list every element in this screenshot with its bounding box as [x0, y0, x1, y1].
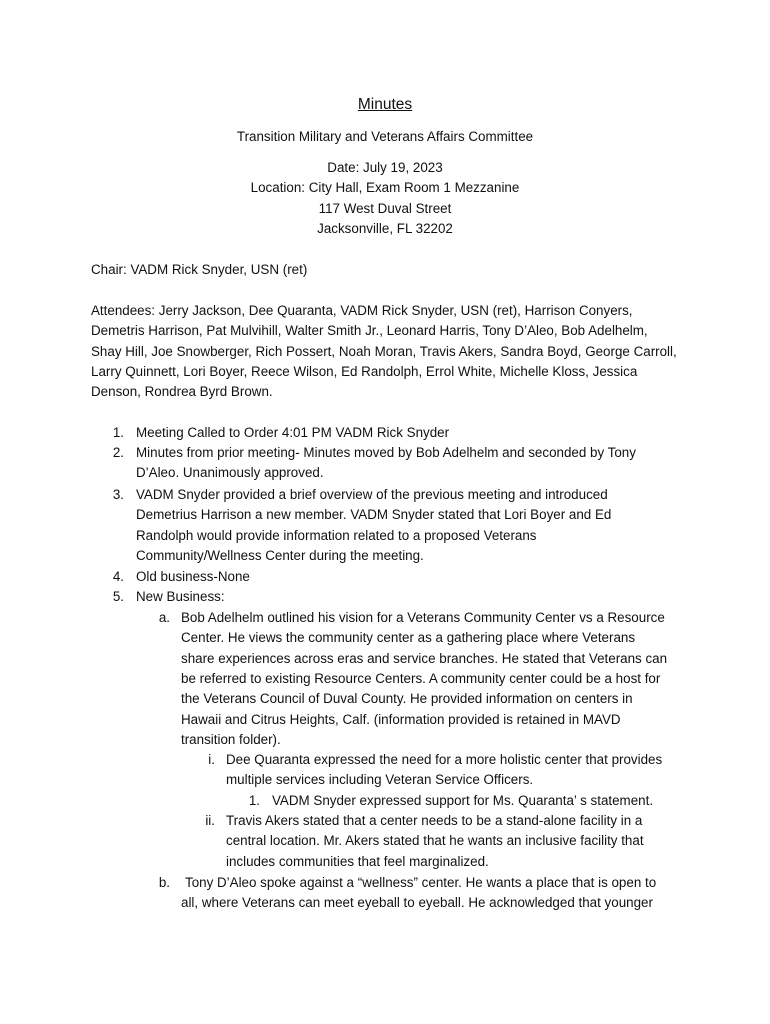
list-item-text: multiple services including Veteran Service Officers. — [226, 772, 534, 787]
committee-name: Transition Military and Veterans Affairs Committee — [236, 129, 534, 144]
list-item-text: Minutes from prior meeting- Minutes moved by Bob Adelhelm and seconded by Tony — [136, 445, 636, 460]
attendees-line: Denson, Rondrea Byrd Brown. — [91, 384, 273, 399]
list-marker: 3. — [112, 487, 124, 502]
chair-line: Chair: VADM Rick Snyder, USN (ret) — [91, 262, 308, 277]
list-marker: 4. — [112, 569, 124, 584]
meeting-date: Date: July 19, 2023 — [327, 160, 443, 175]
list-item-text: Dee Quaranta expressed the need for a more holistic center that provides — [226, 752, 663, 767]
list-item-text: Community/Wellness Center during the meeting. — [136, 548, 424, 563]
list-item-text: Old business-None — [136, 569, 250, 584]
list-marker: 2. — [112, 445, 124, 460]
list-item-text: Tony D’Aleo spoke against a “wellness” center. He wants a place that is open to — [185, 875, 657, 890]
attendees-line: Larry Quinnett, Lori Boyer, Reece Wilson, Ed Randolph, Errol White, Michelle Kloss, Jessica — [91, 364, 638, 379]
list-item-text: Demetrius Harrison a new member. VADM Snyder stated that Lori Boyer and Ed — [136, 507, 612, 522]
list-item-text: D’Aleo. Unanimously approved. — [136, 465, 324, 480]
list-marker: ii. — [205, 813, 215, 828]
list-item-text: Bob Adelhelm outlined his vision for a Veterans Community Center vs a Resource — [181, 610, 665, 625]
list-item-text: Meeting Called to Order 4:01 PM VADM Rick Snyder — [136, 425, 450, 440]
street-address: 117 West Duval Street — [318, 201, 452, 216]
list-item-text: transition folder). — [181, 732, 281, 747]
list-item-text: the Veterans Council of Duval County. He provided information on centers in — [181, 691, 633, 706]
list-item-text: Randolph would provide information related to a proposed Veterans — [136, 528, 537, 543]
list-marker: b. — [158, 875, 170, 890]
meeting-location: Location: City Hall, Exam Room 1 Mezzanine — [250, 180, 520, 195]
list-marker: 1. — [112, 425, 124, 440]
list-marker: 5. — [112, 589, 124, 604]
list-item-text: share experiences across eras and service branches. He stated that Veterans can — [181, 651, 668, 666]
attendees-line: Shay Hill, Joe Snowberger, Rich Possert, Noah Moran, Travis Akers, Sandra Boyd, George Carroll, — [91, 344, 677, 359]
list-marker: 1. — [248, 793, 260, 808]
list-item-text: central location. Mr. Akers stated that he wants an inclusive facility that — [226, 833, 644, 848]
list-item-text: Hawaii and Citrus Heights, Calf. (information provided is retained in MAVD — [181, 712, 621, 727]
city-address: Jacksonville, FL 32202 — [317, 221, 453, 236]
list-item-text: all, where Veterans can meet eyeball to eyeball. He acknowledged that younger — [181, 895, 653, 910]
list-item-text: Center. He views the community center as a gathering place where Veterans — [181, 630, 636, 645]
attendees-line: Demetris Harrison, Pat Mulvihill, Walter Smith Jr., Leonard Harris, Tony D’Aleo, Bob Adelhelm, — [91, 323, 648, 338]
page-title: Minutes — [357, 96, 413, 113]
attendees-line: Attendees: Jerry Jackson, Dee Quaranta, VADM Rick Snyder, USN (ret), Harrison Conyers, — [91, 303, 633, 318]
list-item-text: VADM Snyder expressed support for Ms. Quaranta’ s statement. — [272, 793, 654, 808]
list-marker: a. — [158, 610, 170, 625]
list-item-text: be referred to existing Resource Centers. A community center could be a host for — [181, 671, 661, 686]
list-item-text: VADM Snyder provided a brief overview of the previous meeting and introduced — [136, 487, 608, 502]
list-marker: i. — [208, 752, 215, 767]
list-item-text: includes communities that feel marginalized. — [226, 854, 489, 869]
list-item-text: New Business: — [136, 589, 225, 604]
list-item-text: Travis Akers stated that a center needs to be a stand-alone facility in a — [226, 813, 643, 828]
